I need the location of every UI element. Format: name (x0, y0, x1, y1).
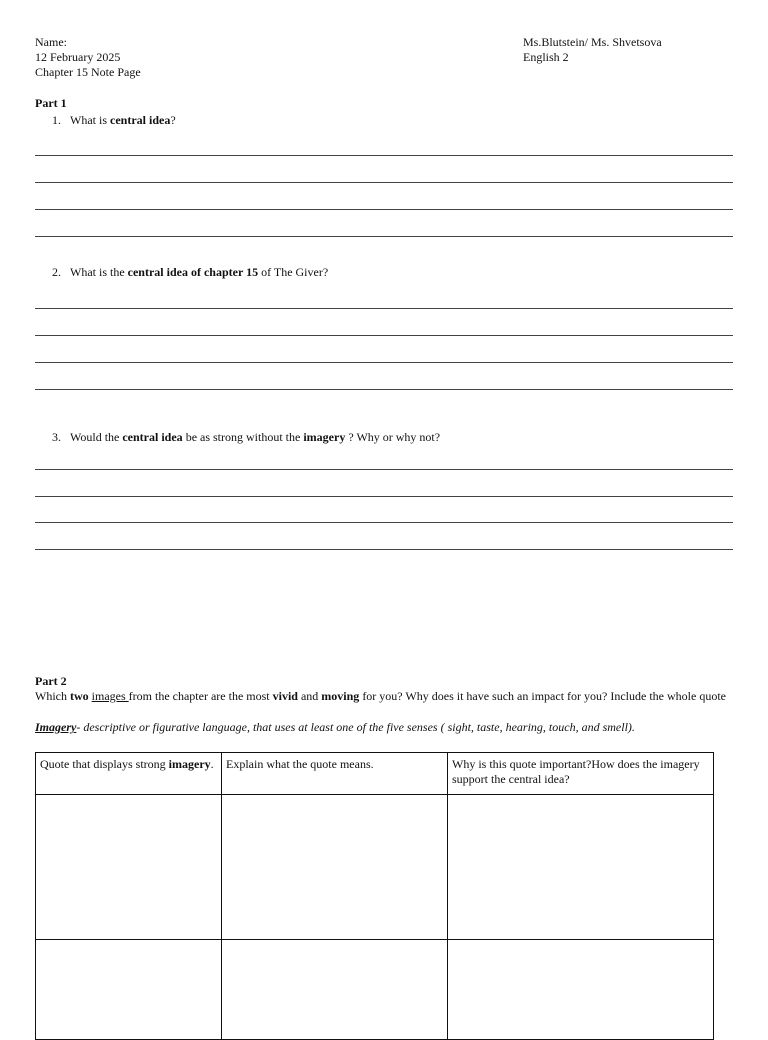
answer-line-1b[interactable] (35, 182, 733, 183)
date-text: 12 February 2025 (35, 50, 121, 64)
question-2: What is the central idea of chapter 15 of The Giver? (70, 265, 329, 279)
page-title: Chapter 15 Note Page (35, 65, 141, 79)
table-header-explain: Explain what the quote means. (222, 753, 448, 795)
answer-line-3c[interactable] (35, 522, 733, 523)
table-cell-quote-2[interactable] (36, 940, 222, 1040)
table-cell-importance-1[interactable] (448, 795, 714, 940)
part2-heading: Part 2 (35, 674, 67, 688)
answer-line-3b[interactable] (35, 496, 733, 497)
question-1-number: 1. (52, 113, 61, 127)
answer-line-3a[interactable] (35, 469, 733, 470)
name-label: Name: (35, 35, 67, 49)
table-row (36, 795, 714, 940)
table-row (36, 940, 714, 1040)
imagery-definition: Imagery- descriptive or figurative language, that uses at least one of the five senses ( sight, taste, hearing, touch, and smell). (35, 720, 635, 734)
answer-line-1a[interactable] (35, 155, 733, 156)
answer-line-3d[interactable] (35, 549, 733, 550)
part1-heading: Part 1 (35, 96, 67, 110)
answer-line-2c[interactable] (35, 362, 733, 363)
answer-line-2d[interactable] (35, 389, 733, 390)
answer-line-1d[interactable] (35, 236, 733, 237)
table-cell-quote-1[interactable] (36, 795, 222, 940)
table-header-importance: Why is this quote important?How does the imagery support the central idea? (448, 753, 714, 795)
question-1: What is central idea? (70, 113, 176, 127)
answer-line-1c[interactable] (35, 209, 733, 210)
question-3: Would the central idea be as strong without the imagery ? Why or why not? (70, 430, 441, 444)
question-2-number: 2. (52, 265, 61, 279)
table-cell-importance-2[interactable] (448, 940, 714, 1040)
question-3-number: 3. (52, 430, 61, 444)
course-name: English 2 (523, 50, 569, 64)
imagery-term: Imagery (35, 720, 77, 734)
table-cell-explain-2[interactable] (222, 940, 448, 1040)
quote-table (35, 752, 714, 1040)
teacher-names: Ms.Blutstein/ Ms. Shvetsova (523, 35, 662, 49)
table-cell-explain-1[interactable] (222, 795, 448, 940)
answer-line-2a[interactable] (35, 308, 733, 309)
table-header-quote: Quote that displays strong imagery. (36, 753, 222, 795)
part2-prompt: Which two images from the chapter are the most vivid and moving for you? Why does it have such an impact for you? Include the whole quote (35, 689, 726, 703)
answer-line-2b[interactable] (35, 335, 733, 336)
table-header-row (36, 753, 714, 795)
